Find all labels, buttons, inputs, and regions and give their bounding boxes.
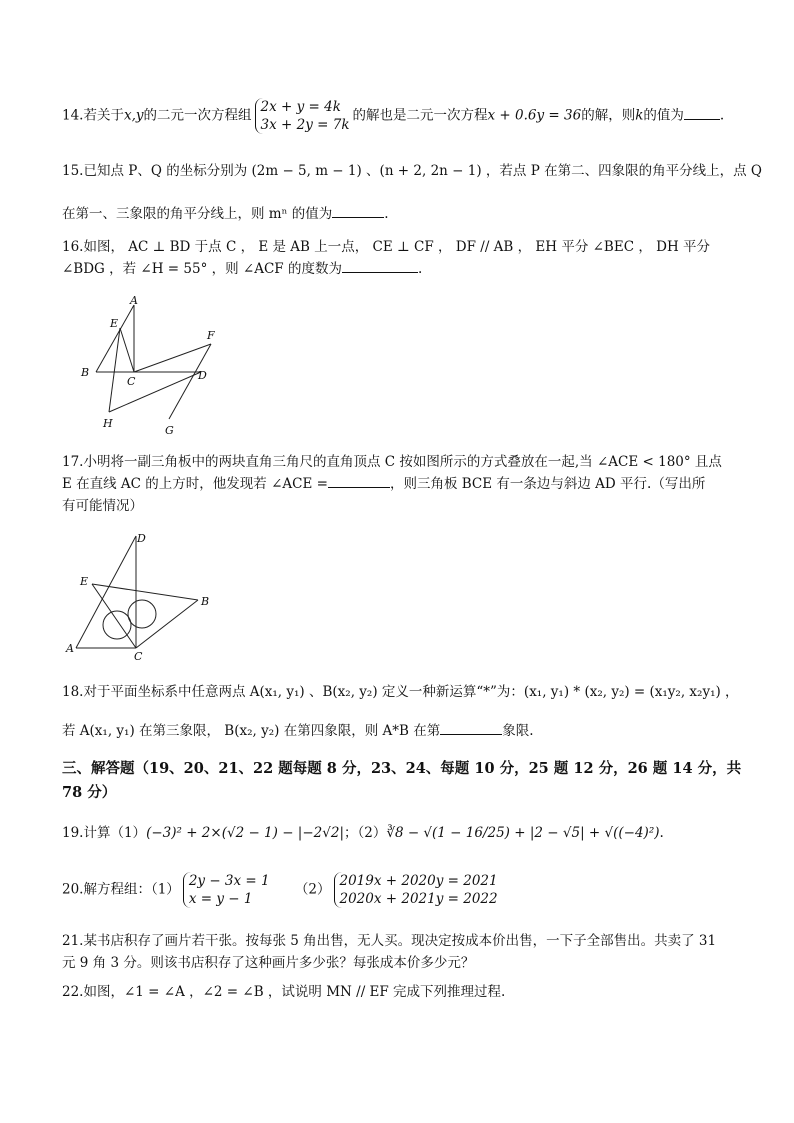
q14-k: k bbox=[635, 107, 644, 124]
q15-line2a: 在第一、三象限的角平分线上，则 mⁿ 的值为 bbox=[62, 206, 333, 222]
q16-line2b: . bbox=[417, 261, 423, 277]
q17-line-bc bbox=[136, 600, 198, 648]
q14-vars: x,y bbox=[123, 107, 144, 124]
q17-circle-left bbox=[103, 611, 131, 639]
q16-label-f: F bbox=[207, 329, 215, 342]
q21-line1: 21.某书店积存了画片若干张。按每张 5 角出售，无人买。现决定按成本价出售，一下子全部售出。共卖了 31 bbox=[62, 933, 717, 949]
q16-line-hd bbox=[109, 372, 201, 412]
q20-prefix: 20.解方程组：（1） bbox=[62, 881, 180, 898]
q14-post3: 的值为 bbox=[643, 107, 684, 124]
q16-line2a: ∠BDG ，若 ∠H = 55° ，则 ∠ACF 的度数为 bbox=[62, 261, 342, 277]
q18-answer-blank bbox=[440, 720, 502, 735]
question-16 bbox=[62, 236, 742, 280]
q17-figure bbox=[62, 528, 222, 663]
q19-expr2: ∛8 − √(1 − 16/25) + |2 − √5| + √((−4)²) bbox=[386, 825, 660, 841]
q17-label-b: B bbox=[201, 595, 210, 608]
section-3-line2: 78 分） bbox=[62, 784, 117, 801]
q14-end: . bbox=[719, 107, 725, 124]
q14-eq2: 3x + 2y = 7k bbox=[260, 117, 350, 133]
question-14 bbox=[62, 98, 742, 134]
q17-label-a: A bbox=[66, 642, 74, 655]
q20-system-1 bbox=[183, 872, 270, 908]
q20-b1: 2019x + 2020y = 2021 bbox=[339, 873, 498, 889]
question-19 bbox=[62, 822, 742, 844]
q17-label-e: E bbox=[80, 575, 89, 588]
q19-prefix: 19.计算（1） bbox=[62, 825, 147, 841]
section-3-heading bbox=[62, 757, 742, 805]
q18-line2a: 若 A(x₁, y₁) 在第三象限， B(x₂, y₂) 在第四象限，则 A*B 在第 bbox=[62, 723, 441, 739]
question-21 bbox=[62, 930, 742, 974]
q14-post: 的解也是二元一次方程 bbox=[352, 107, 488, 124]
q19-expr1: (−3)² + 2×(√2 − 1) − |−2√2| bbox=[146, 825, 344, 841]
q16-label-a: A bbox=[130, 295, 138, 307]
q16-line1: 16.如图， AC ⊥ BD 于点 C ， E 是 AB 上一点， CE ⊥ CF ， DF // AB ， EH 平分 ∠BEC ， DH 平分 bbox=[62, 239, 711, 255]
q16-figure bbox=[76, 295, 236, 440]
q19-end: . bbox=[659, 825, 664, 841]
q16-line-cf bbox=[134, 344, 211, 372]
q17-circle-right bbox=[128, 600, 156, 628]
q16-line-eh bbox=[109, 328, 120, 412]
q16-label-b: B bbox=[81, 366, 90, 379]
question-15 bbox=[62, 160, 762, 182]
q20-a1: 2y − 3x = 1 bbox=[188, 873, 270, 889]
q16-line-ec bbox=[120, 328, 134, 372]
question-22 bbox=[62, 981, 742, 1003]
q14-prefix: 14.若关于 bbox=[62, 107, 124, 124]
q14-answer-blank bbox=[684, 105, 720, 120]
q14-post2: 的解，则 bbox=[581, 107, 636, 124]
q18-line1: 18.对于平面坐标系中任意两点 A(x₁, y₁) 、B(x₂, y₂) 定义一种新运算“*”为：(x₁, y₁) * (x₂, y₂) = (x₁y₂, x₂y₁) ， bbox=[62, 684, 739, 700]
question-18 bbox=[62, 681, 742, 703]
q21-line2: 元 9 角 3 分。则该书店积存了这种画片多少张？每张成本价多少元？ bbox=[62, 955, 475, 971]
q16-label-d: D bbox=[198, 369, 207, 382]
question-17 bbox=[62, 451, 742, 517]
q16-label-e: E bbox=[110, 317, 119, 330]
q17-line-da bbox=[76, 536, 136, 648]
q17-label-c: C bbox=[134, 650, 143, 663]
q20-system-2 bbox=[334, 872, 498, 908]
q17-line3: 有可能情况） bbox=[62, 498, 143, 514]
q18-line2b: 象限. bbox=[502, 723, 534, 739]
q22-line1: 22.如图，∠1 = ∠A ，∠2 = ∠B ，试说明 MN // EF 完成下列推理过程. bbox=[62, 984, 506, 1000]
q19-sep: ；（2） bbox=[344, 825, 387, 841]
q20-a2: x = y − 1 bbox=[188, 891, 253, 907]
q14-equation-system bbox=[255, 98, 350, 134]
q14-mid: 的二元一次方程组 bbox=[143, 107, 252, 124]
q14-eq3: x + 0.6y = 36 bbox=[487, 107, 582, 124]
q16-line-ab bbox=[96, 305, 134, 372]
q16-label-h: H bbox=[103, 417, 113, 430]
q15-line1: 15.已知点 P、Q 的坐标分别为 (2m − 5, m − 1) 、(n + 2, 2n − 1) ，若点 P 在第二、四象限的角平分线上，点 Q bbox=[62, 163, 762, 179]
q16-label-c: C bbox=[127, 375, 136, 388]
q20-b2: 2020x + 2021y = 2022 bbox=[339, 891, 498, 907]
question-20 bbox=[62, 872, 742, 908]
q17-line1: 17.小明将一副三角板中的两块直角三角尺的直角顶点 C 按如图所示的方式叠放在一起,当 ∠ACE < 180° 且点 bbox=[62, 454, 722, 470]
q20-mid: （2） bbox=[294, 881, 331, 898]
q14-eq1: 2x + y = 4k bbox=[260, 99, 341, 115]
section-3-line1: 三、解答题（19、20、21、22 题每题 8 分，23、24、每题 10 分，25 题 12 分，26 题 14 分，共 bbox=[62, 760, 742, 777]
q17-line2b: ，则三角板 BCE 有一条边与斜边 AD 平行.（写出所 bbox=[389, 476, 706, 492]
q16-label-g: G bbox=[165, 424, 174, 437]
q17-line-eb bbox=[92, 584, 198, 600]
q17-label-d: D bbox=[137, 532, 146, 545]
q17-answer-blank bbox=[328, 473, 390, 488]
question-15-cont bbox=[62, 203, 742, 225]
q15-answer-blank bbox=[332, 203, 384, 218]
q15-line2b: . bbox=[384, 206, 389, 222]
q16-answer-blank bbox=[342, 258, 418, 273]
question-18-cont bbox=[62, 720, 742, 742]
q17-line2a: E 在直线 AC 的上方时，他发现若 ∠ACE = bbox=[62, 476, 328, 492]
